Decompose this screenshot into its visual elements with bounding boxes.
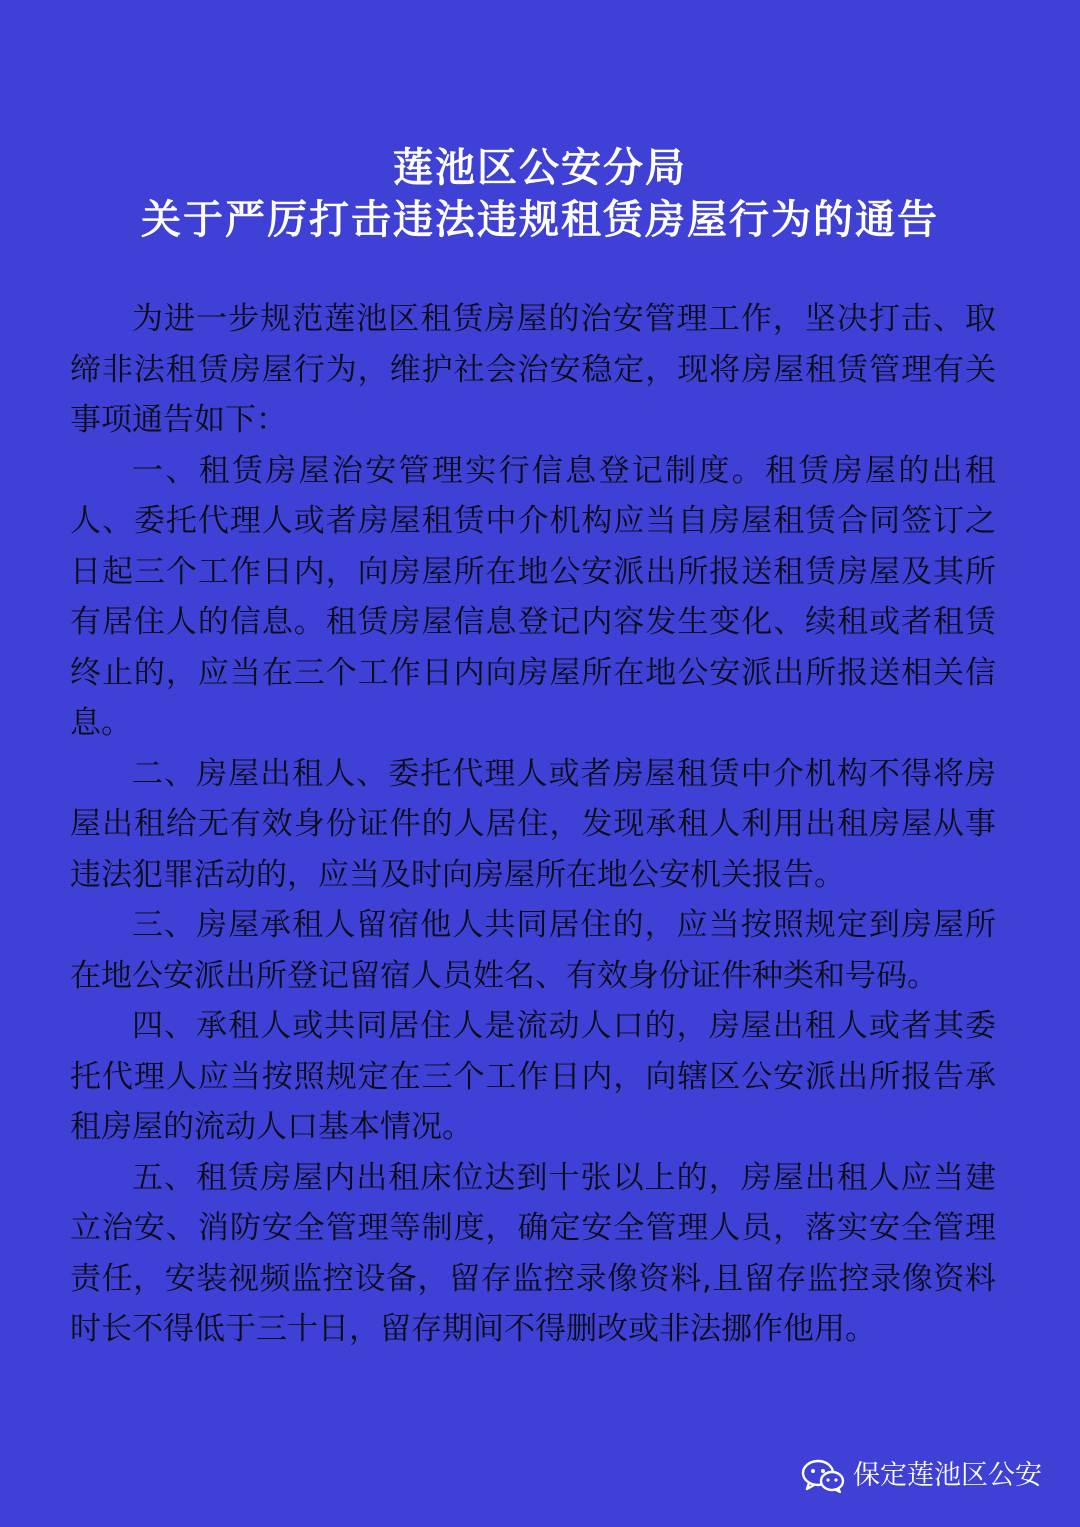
title-line-1: 莲池区公安分局 [393, 145, 687, 191]
clause-2-paragraph: 二、房屋出租人、委托代理人或者房屋租赁中介机构不得将房屋出租给无有效身份证件的人居住，发现承租人利用出租房屋从事违法犯罪活动的，应当及时向房屋所在地公安机关报告。 [70, 755, 996, 893]
clause-3-paragraph: 三、房屋承租人留宿他人共同居住的，应当按照规定到房屋所在地公安派出所登记留宿人员姓名、有效身份证件种类和号码。 [70, 907, 996, 994]
title-line-2: 关于严厉打击违法违规租赁房屋行为的通告 [141, 197, 939, 243]
clause-5-paragraph: 五、租赁房屋内出租床位达到十张以上的，房屋出租人应当建立治安、消防安全管理等制度，确定安全管理人员，落实安全管理责任，安装视频监控设备，留存监控录像资料,且留存监控录像资料时长不得低于三十日，留存期间不得删改或非法挪作他用。 [70, 1159, 996, 1347]
wechat-icon [801, 1458, 845, 1494]
clause-4-paragraph: 四、承租人或共同居住人是流动人口的，房屋出租人或者其委托代理人应当按照规定在三个工作日内，向辖区公安派出所报告承租房屋的流动人口基本情况。 [70, 1008, 996, 1145]
clause-1-paragraph: 一、租赁房屋治安管理实行信息登记制度。租赁房屋的出租人、委托代理人或者房屋租赁中介机构应当自房屋租赁合同签订之日起三个工作日内，向房屋所在地公安派出所报送租赁房屋及其所有居住人的信息。租赁房屋信息登记内容发生变化、续租或者租赁终止的，应当在三个工作日内向房屋所在地公安派出所报送相关信息。 [70, 452, 996, 741]
notice-title [0, 142, 1080, 246]
account-name: 保定莲池区公安 [853, 1460, 1042, 1491]
intro-paragraph: 为进一步规范莲池区租赁房屋的治安管理工作，坚决打击、取缔非法租赁房屋行为，维护社会治安稳定，现将房屋租赁管理有关事项通告如下： [70, 301, 996, 438]
notice-body [70, 294, 996, 1355]
source-watermark [801, 1458, 1042, 1494]
